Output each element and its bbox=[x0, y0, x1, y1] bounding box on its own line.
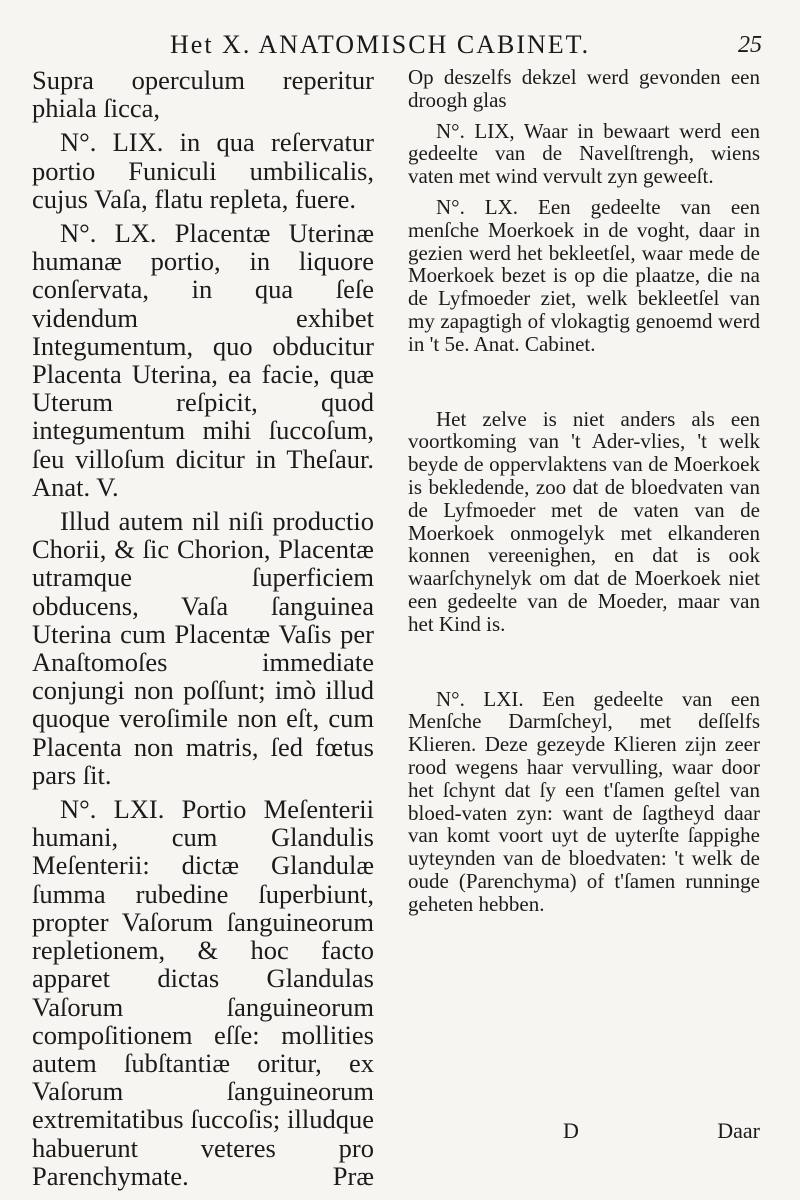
latin-column bbox=[32, 66, 374, 1190]
dutch-paragraph: N°. LXI. Een gedeelte van een Menſche Darmſcheyl, met deſſelfs Klieren. Deze gezeyde Klieren zijn zeer rood wegens haar vervulling, waar door het ſchynt dat ſy een t'ſamen geſtel van bloed-vaten zyn: want de ſagtheyd daar van komt voort uyt de uyterſte ſappighe uyteynden van de bloedvaten: 't welk de oude (Parenchyma) of t'ſamen runninge geheten hebben. bbox=[408, 686, 760, 916]
dutch-column bbox=[408, 66, 760, 916]
latin-paragraph: Supra operculum reperitur phiala ſicca, bbox=[32, 65, 374, 124]
dutch-paragraph: N°. LX. Een gedeelte van een menſche Moerkoek in de voght, daar in gezien werd het bekleetſel, waar mede de Moerkoek bezet is op die plaatze, die na de Lyfmoeder ziet, welk bekleetſel van my zapagtigh of vlokagtig genoemd werd in 't 5e. Anat. Cabinet. bbox=[408, 194, 760, 356]
latin-paragraph: N°. LIX. in qua reſervatur portio Funiculi umbilicalis, cujus Vaſa, flatu repleta, fuere. bbox=[32, 127, 374, 214]
dutch-paragraph: N°. LIX, Waar in bewaart werd een gedeelte van de Navelſtrengh, wiens vaten met wind vervult zyn geweeſt. bbox=[408, 118, 760, 189]
running-title: Het X. ANATOMISCH CABINET. bbox=[170, 30, 591, 59]
dutch-paragraph: Op deszelfs dekzel werd gevonden een droogh glas bbox=[408, 65, 760, 112]
latin-paragraph: N°. LX. Placentæ Uterinæ humanæ portio, in liquore conſervata, in qua ſeſe videndum exhibet Integumentum, quo obducitur Placenta Uterina, ea facie, quæ Uterum reſpicit, quod integumentum mihi ſuccoſum, ſeu villoſum dicitur in Theſaur. Anat. V. bbox=[32, 218, 374, 502]
page-number: 25 bbox=[738, 32, 762, 58]
catchword-dutch: Daar bbox=[717, 1118, 760, 1143]
catchword-latin: Præ bbox=[332, 1160, 374, 1191]
latin-paragraph: N°. LXI. Portio Meſenterii humani, cum Glandulis Meſenterii: dictæ Glandulæ ſumma rubedine ſuperbiunt, propter Vaſorum ſanguineorum repletionem, & hoc facto apparet dictas Glandulas Vaſorum ſanguineorum compoſitionem eſſe: mollities autem ſubſtantiæ oritur, ex Vaſorum ſanguineorum extremitatibus ſuccoſis; illudque habuerunt veteres pro Parenchymate. Præ bbox=[32, 794, 374, 1191]
latin-paragraph: Illud autem nil niſi productio Chorii, & ſic Chorion, Placentæ utramque ſuperficiem obducens, Vaſa ſanguinea Uterina cum Placentæ Vaſis per Anaſtomoſes immediate conjungi non poſſunt; imò illud quoque veroſimile non eſt, cum Placenta non matris, ſed fœtus pars ſit. bbox=[32, 506, 374, 790]
signature-mark: D bbox=[563, 1118, 579, 1143]
running-header bbox=[0, 30, 800, 64]
dutch-paragraph: Het zelve is niet anders als een voortkoming van 't Ader-vlies, 't welk beyde de oppervlaktens van de Moerkoek is bekledende, zoo dat de bloedvaten van de Lyfmoeder met de vaten van de Moerkoek onmogelyk met elkanderen konnen vereenighen, en dat is ook waarſchynelyk om dat de Moerkoek niet een gedeelte van de Moeder, maar van het Kind is. bbox=[408, 406, 760, 636]
